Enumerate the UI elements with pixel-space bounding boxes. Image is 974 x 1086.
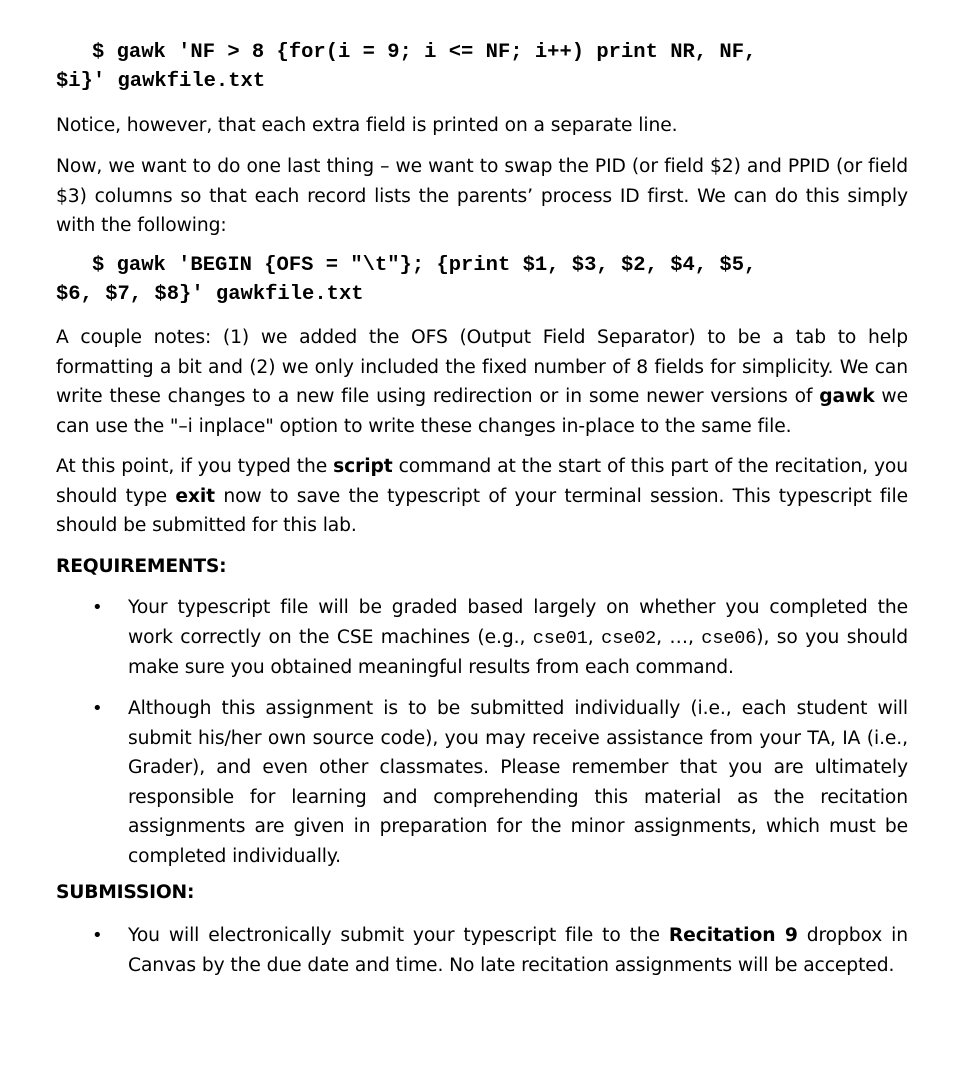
code-block-gawk-swap [56,251,908,309]
paragraph-notice: Notice, however, that each extra field is printed on a separate line. [56,115,678,136]
code-block-gawk-loop [56,38,908,96]
exit-keyword: exit [175,485,215,507]
requirement-text: Your typescript file will be graded based largely on whether you completed the work correctly on the CSE machines (e.g., cse01, cse02, …, cse06), so you should make sure you obtained meaningful results from each command. [128,597,909,678]
submission-heading: SUBMISSION: [56,882,195,903]
script-keyword: script [333,456,393,477]
bullet-icon: • [92,925,103,946]
code-line: $ gawk 'NF > 8 {for(i = 9; i <= NF; i++) print NR, NF, [92,41,757,64]
code-line: $ gawk 'BEGIN {OFS = "\t"}; {print $1, $3, $2, $4, $5, [92,254,757,277]
requirement-text: Although this assignment is to be submitted individually (i.e., each student will submit his/her own source code), you may receive assistance from your TA, IA (i.e., Grader), and even other classmates. Please remember that you are ultimately responsible for learning and comprehending this material as the recitation assignments are given in preparation for the minor assignments, which must be completed individually. [128,698,908,867]
paragraph-script-exit: At this point, if you typed the script command at the start of this part of the recitation, you should type exit now to save the typescript of your terminal session. This typescript file should be submitted for this lab. [56,456,909,536]
code-line: $i}' gawkfile.txt [56,70,266,93]
gawk-keyword: gawk [819,386,875,407]
recitation-dropbox-name: Recitation 9 [668,925,798,946]
bullet-icon: • [92,597,103,618]
bullet-icon: • [92,698,103,719]
paragraph-swap-columns: Now, we want to do one last thing – we want to swap the PID (or field $2) and PPID (or field $3) columns so that each record lists the parents’ process ID first. We can do this simply with the following: [56,156,908,236]
submission-text: You will electronically submit your typescript file to the Recitation 9 dropbox in Canvas by the due date and time. No late recitation assignments will be accepted. [128,925,908,976]
code-line: $6, $7, $8}' gawkfile.txt [56,283,364,306]
requirements-heading: REQUIREMENTS: [56,556,227,577]
paragraph-notes: A couple notes: (1) we added the OFS (Output Field Separator) to be a tab to help formatting a bit and (2) we only included the fixed number of 8 fields for simplicity. We can write these changes to a new file using redirection or in some newer versions of gawk we can use the "–i inplace" option to write these changes in-place to the same file. [56,327,909,437]
